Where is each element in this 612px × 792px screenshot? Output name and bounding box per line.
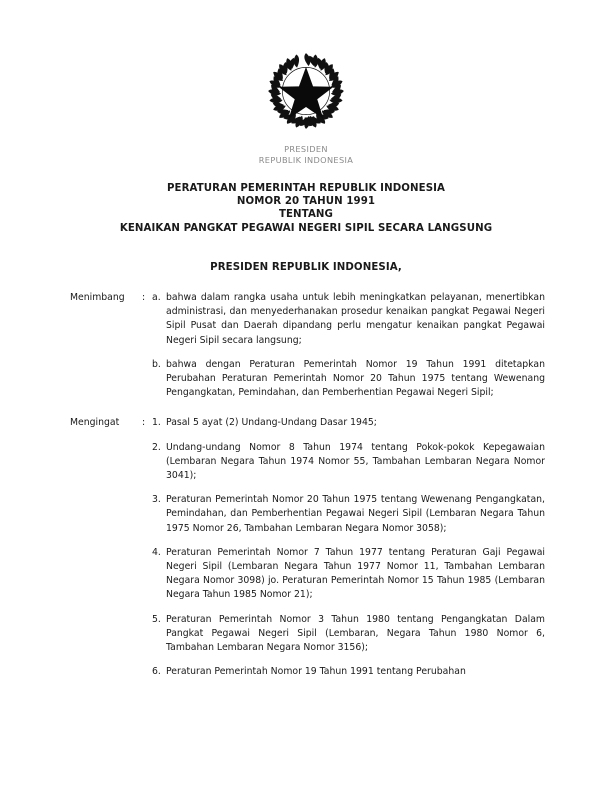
section-colon: : — [142, 417, 146, 429]
clause-marker: 5. — [152, 613, 161, 625]
clause-marker: 4. — [152, 546, 161, 558]
clause-text: Peraturan Pemerintah Nomor 7 Tahun 1977 tentang Peraturan Gaji Pegawai Negeri Sipil (Lembaran Negara Tahun 1977 Nomor 11, Tambahan Lembaran Negara Nomor 3098) jo. Peraturan Pemerintah Nomor 15 Tahun 1985 (Lembaran Negara Tahun 1985 Nomor 21); — [166, 546, 545, 601]
clause-text: bahwa dengan Peraturan Pemerintah Nomor 19 Tahun 1991 ditetapkan Perubahan Peraturan Pemerintah Nomor 20 Tahun 1975 tentang Wewenang Pengangkatan, Pemindahan, dan Pemberhentian Pegawai Negeri Sipil; — [166, 358, 545, 399]
title-line-regulation-type: PERATURAN PEMERINTAH REPUBLIK INDONESIA — [166, 183, 446, 194]
emblem-caption-line2: REPUBLIK INDONESIA — [258, 155, 354, 165]
clause-row — [0, 358, 612, 401]
clause-text: Peraturan Pemerintah Nomor 20 Tahun 1975 tentang Wewenang Pengangkatan, Pemindahan, dan Pemberhentian Pegawai Negeri Sipil (Lembaran Negara Tahun 1975 Nomor 26, Tambahan Lembaran Negara Nomor 3058); — [166, 494, 545, 534]
emblem-block — [0, 48, 612, 166]
clause-marker: 2. — [152, 441, 161, 453]
section-menimbang — [0, 291, 612, 400]
clause-text: Undang-undang Nomor 8 Tahun 1974 tentang Pokok-pokok Kepegawaian (Lembaran Negara Tahun 1974 Nomor 55, Tambahan Lembaran Negara Nomor 3041); — [166, 441, 545, 482]
document-title — [0, 182, 612, 235]
clause-row — [0, 416, 612, 430]
clause-row — [0, 291, 612, 348]
section-label-menimbang: Menimbang — [70, 292, 125, 303]
section-colon: : — [142, 292, 146, 303]
clause-text: bahwa dalam rangka usaha untuk lebih meningkatkan pelayanan, menertibkan administrasi, dan menyederhanakan prosedur kenaikan pangkat Pegawai Negeri Sipil Pusat dan Daerah dipandang perlu mengatur kenaikan pangkat Pegawai Negeri Sipil secara langsung; — [166, 292, 545, 346]
section-mengingat — [0, 416, 612, 679]
clause-marker: 1. — [152, 417, 161, 429]
section-label-mengingat: Mengingat — [70, 417, 120, 429]
title-line-subject: KENAIKAN PANGKAT PEGAWAI NEGERI SIPIL SECARA LANGSUNG — [119, 222, 493, 234]
issuer-heading: PRESIDEN REPUBLIK INDONESIA, — [210, 262, 402, 273]
clause-marker: 3. — [152, 494, 161, 506]
clause-row — [0, 441, 612, 484]
clause-row — [0, 546, 612, 603]
clauses-container — [0, 291, 612, 679]
clause-text: Pasal 5 ayat (2) Undang-Undang Dasar 1945; — [166, 417, 377, 429]
clause-row — [0, 493, 612, 536]
emblem-caption — [0, 144, 612, 166]
clause-marker: a. — [152, 292, 161, 303]
garuda-star-wreath-emblem — [263, 48, 349, 134]
clause-text: Peraturan Pemerintah Nomor 3 Tahun 1980 tentang Pengangkatan Dalam Pangkat Pegawai Negeri Sipil (Lembaran, Negara Tahun 1980 Nomor 6, Tambahan Lembaran Negara Nomor 3156); — [166, 613, 545, 654]
title-line-about: TENTANG — [278, 209, 334, 221]
clause-text: Peraturan Pemerintah Nomor 19 Tahun 1991 tentang Perubahan — [166, 666, 466, 678]
clause-marker: 6. — [152, 666, 161, 678]
emblem-caption-line1: PRESIDEN — [284, 144, 328, 154]
clause-row — [0, 613, 612, 656]
clause-marker: b. — [152, 358, 161, 370]
title-line-number: NOMOR 20 TAHUN 1991 — [236, 196, 376, 208]
clause-row — [0, 665, 612, 679]
